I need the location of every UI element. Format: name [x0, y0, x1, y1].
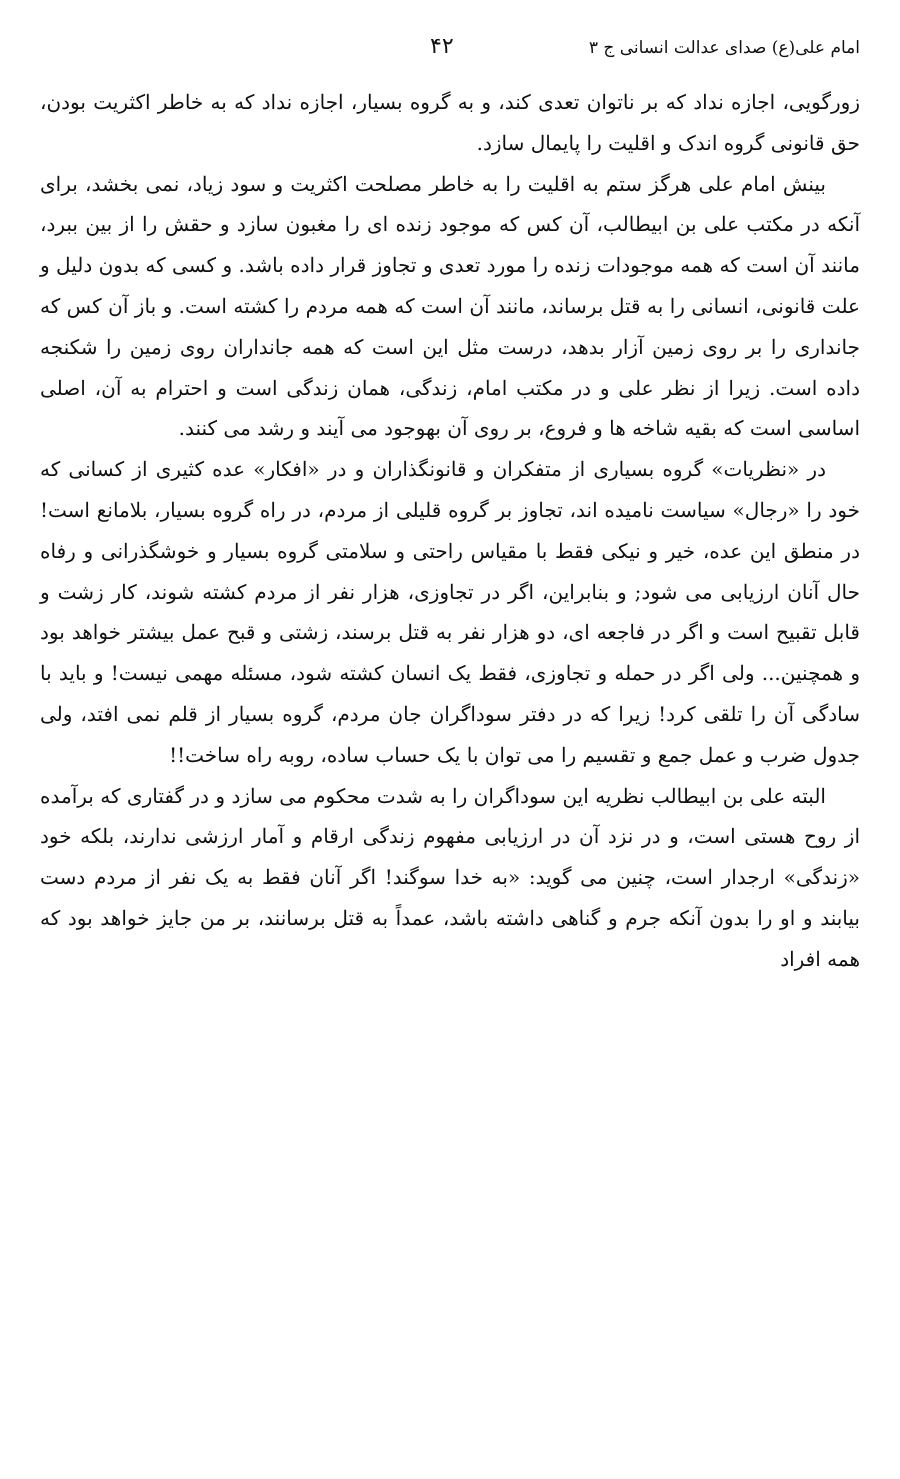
- paragraph-2: بینش امام علی هرگز ستم به اقلیت را به خاطر مصلحت اکثریت و سود زیاد، نمی بخشد، برای آنکه در مکتب علی بن ابیطالب، آن کس که موجود زنده ای را مغبون سازد و حقش را از بین ببرد، مانند آن است که همه موجودات زنده را مورد تعدی و تجاوز قرار داده باشد. و کسی که بدون دلیل و علت قانونی، انسانی را به قتل برساند، مانند آن است که همه مردم را کشته است. و باز آن کس که جانداری را بر روی زمین آزار بدهد، درست مثل این است که همه جانداران روی زمین را شکنجه داده است. زیرا از نظر علی و در مکتب امام، زندگی، همان زندگی است و احترام به آن، اصلی اساسی است که بقیه شاخه ها و فروع، بر روی آن بهوجود می آیند و رشد می کنند.: [40, 171, 860, 441]
- paragraph-4: البته علی بن ابیطالب نظریه این سوداگران را به شدت محکوم می سازد و در گفتاری که برآمده از روح هستی است، و در نزد آن در ارزیابی مفهوم زندگی ارقام و آمار ارزشی ندارند، بلکه خود «زندگی» ارجدار است، چنین می گوید: «به خدا سوگند! اگر آنان فقط به یک نفر از مردم دست بیابند و او را بدون آنکه جرم و گناهی داشته باشد، عمداً به قتل برسانند، بر من جایز خواهد بود که همه افراد: [40, 783, 860, 971]
- running-title: امام علی(ع) صدای عدالت انسانی ج ۳: [588, 38, 860, 58]
- body-text: [40, 82, 860, 980]
- page-number: ۴۲: [430, 34, 454, 59]
- paragraph-3: در «نظریات» گروه بسیاری از متفکران و قانونگذاران و در «افکار» عده کثیری از کسانی که خود را «رجال» سیاست نامیده اند، تجاوز بر گروه قلیلی از مردم، در راه گروه بسیار، بلامانع است! در منطق این عده، خیر و نیکی فقط با مقیاس راحتی و سلامتی گروه بسیار و خوشگذرانی و رفاه حال آنان ارزیابی می شود; و بنابراین، اگر در تجاوزی، هزار نفر از مردم کشته شوند، کار زشت و قابل تقبیح است و اگر در فاجعه ای، دو هزار نفر به قتل برسند، زشتی و قبح عمل بیشتر خواهد بود و همچنین... ولی اگر در حمله و تجاوزی، فقط یک انسان کشته شود، مسئله مهمی نیست! و باید با سادگی آن را تلقی کرد! زیرا که در دفتر سوداگران جان مردم، گروه بسیار از قلم نمی افتد، ولی جدول ضرب و عمل جمع و تقسیم را می توان با یک حساب ساده، روبه راه ساخت!!: [40, 457, 860, 767]
- paragraph-1: زورگویی، اجازه نداد که بر ناتوان تعدی کند، و به گروه بسیار، اجازه نداد که به خاطر اکثریت بودن، حق قانونی گروه اندک و اقلیت را پایمال سازد.: [40, 90, 860, 155]
- page-header: [40, 34, 860, 68]
